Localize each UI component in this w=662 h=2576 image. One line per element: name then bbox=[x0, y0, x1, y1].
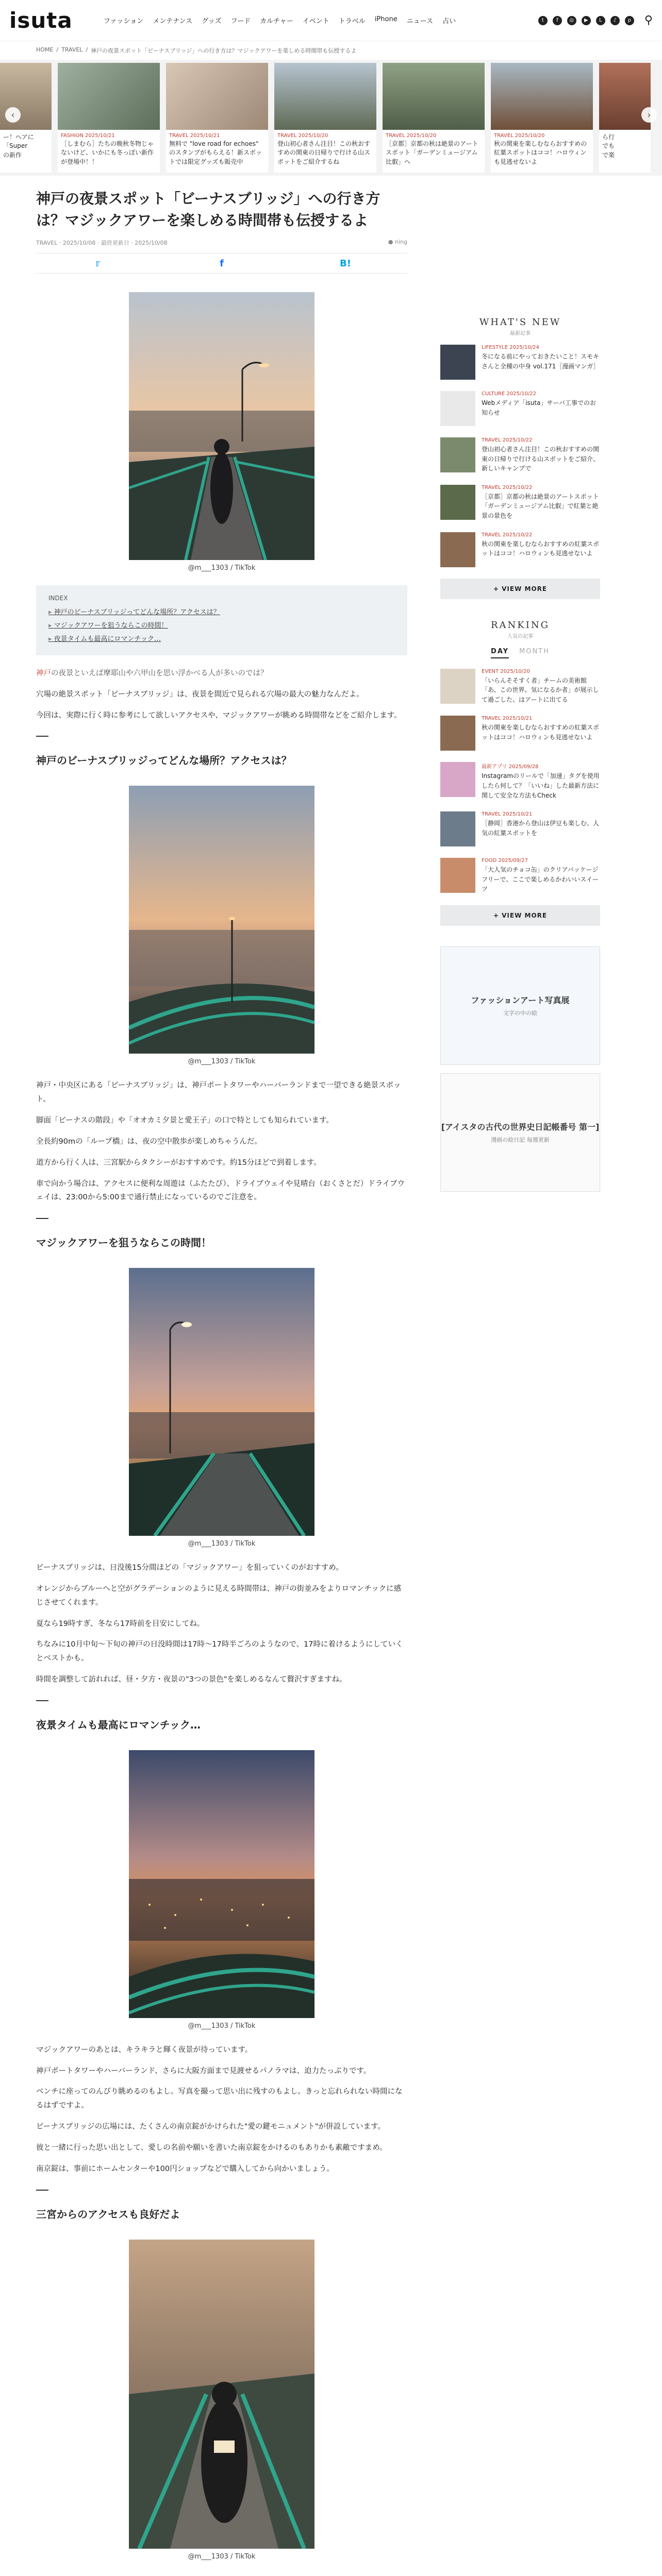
sidebar-article[interactable] bbox=[440, 345, 600, 380]
carousel-card-title: ［京都］京都の秋は絶景のアートスポット「ガーデンミュージアム比叡」へ bbox=[386, 140, 478, 165]
sidebar-thumbnail bbox=[440, 716, 475, 751]
sidebar-article-title: Webメディア「isuta」サーバ工事でのお知らせ bbox=[482, 399, 596, 416]
body-paragraph: 神戸・中央区にある「ビーナスブリッジ」は、神戸ポートタワーやハーバーランドまで一望できる絶景スポット。 bbox=[36, 1081, 401, 1104]
body-paragraph: 時間を調整して訪れれば、昼・夕方・夜景の"3つの景色"を楽しめるなんて贅沢すぎますね。 bbox=[36, 1675, 347, 1684]
facebook-icon[interactable]: f bbox=[553, 16, 562, 25]
intro-paragraph bbox=[36, 667, 407, 681]
body-paragraph bbox=[36, 2574, 407, 2576]
nav-item-news[interactable]: ニュース bbox=[406, 18, 434, 25]
ranking-article[interactable] bbox=[440, 669, 600, 705]
tab-month[interactable]: MONTH bbox=[519, 647, 550, 655]
section-heading: 神戸のビーナスブリッジってどんな場所？アクセスは？ bbox=[36, 754, 292, 767]
carousel-next-arrow-icon[interactable]: › bbox=[641, 107, 657, 123]
photo-caption: @m___1303 / TikTok bbox=[188, 564, 256, 572]
body-paragraph: 南京錠は、事前にホームセンターや100円ショップなどで購入してから向かいましょう。 bbox=[36, 2164, 334, 2173]
sidebar-article-category: LIFESTYLE 2025/10/24 bbox=[482, 345, 539, 350]
photo-caption: @m___1303 / TikTok bbox=[188, 2022, 256, 2030]
banner-title: [アイスタの古代の世界史日記帳番号 第一] bbox=[441, 1122, 600, 1132]
twitter-icon[interactable]: t bbox=[538, 16, 548, 25]
body-paragraph: 神戸ポートタワーやハーバーランド、さらに大阪方面まで見渡せるパノラマは、迫力たっぷりです。 bbox=[36, 2066, 371, 2075]
toc-item[interactable]: ▸ マジックアワーを狙うならこの時間！ bbox=[48, 619, 395, 633]
youtube-icon[interactable]: ▶ bbox=[582, 16, 591, 25]
tab-day[interactable]: DAY bbox=[491, 648, 509, 658]
intro-paragraph: 穴場の絶景スポット「ビーナスブリッジ」は、夜景を間近で見られる穴場の最大の魅力なんだよ。 bbox=[36, 690, 364, 699]
article-title: 神戸の夜景スポット「ビーナスブリッジ」への行き方は？マジックアワーを楽しめる時間帯も伝授するよ bbox=[36, 190, 380, 229]
carousel-prev-arrow-icon[interactable]: ‹ bbox=[5, 107, 21, 123]
ranking-heading bbox=[440, 620, 600, 639]
sidebar-article[interactable] bbox=[440, 485, 600, 521]
carousel-card-title: 無料で "love road for echoes" のスタンプがもらえる！新スポットでは限定グッズも販売中 bbox=[169, 140, 262, 165]
facebook-share-icon[interactable]: f bbox=[220, 258, 224, 269]
sidebar-article-category: 最新アプリ 2025/09/28 bbox=[482, 764, 539, 770]
sidebar-article-category: TRAVEL 2025/10/22 bbox=[482, 532, 533, 538]
carousel-card-title: 秋の関東を楽しむならおすすめの紅葉スポットはココ！ハロウィンも見逃せないよ bbox=[494, 140, 587, 165]
nav-item-maintenance[interactable]: メンテナンス bbox=[153, 18, 193, 25]
view-more-button[interactable]: + VIEW MORE bbox=[440, 905, 600, 926]
photo-caption: @m___1303 / TikTok bbox=[188, 1058, 256, 1066]
sidebar-thumbnail bbox=[440, 762, 475, 797]
pinterest-icon[interactable]: p bbox=[625, 16, 634, 25]
carousel-card-title: ら行 でも で楽 bbox=[602, 133, 615, 159]
sidebar-article-category: FOOD 2025/09/27 bbox=[482, 858, 528, 864]
ranking-subtitle: 人気の記事 bbox=[507, 633, 533, 639]
toc-item[interactable]: ▸ 神戸のビーナスブリッジってどんな場所？アクセスは？ bbox=[48, 606, 395, 619]
social-links bbox=[538, 16, 634, 25]
carousel-card-title: 登山初心者さん注目！この秋おすすめの関東の日帰りで行ける山スポットをご紹介するね bbox=[277, 140, 371, 165]
breadcrumb-separator: / bbox=[56, 46, 59, 53]
section-divider bbox=[36, 1218, 48, 1219]
sidebar-article-category: CULTURE 2025/10/22 bbox=[482, 391, 537, 397]
carousel-thumbnail bbox=[491, 63, 593, 130]
ranking-article[interactable] bbox=[440, 811, 600, 846]
ranking-title: RANKING bbox=[491, 619, 550, 631]
nav-item-travel[interactable]: トラベル bbox=[338, 18, 366, 25]
sidebar bbox=[440, 188, 600, 2576]
body-paragraph: ちなみに10月中旬〜下旬の神戸の日没時間は17時〜17時半ごろのようなので、17時に着けるようにしていくとベストかも。 bbox=[36, 1640, 403, 1663]
carousel-card[interactable] bbox=[166, 63, 268, 173]
instagram-icon[interactable]: ◎ bbox=[567, 16, 576, 25]
carousel-card[interactable] bbox=[383, 63, 485, 173]
breadcrumb bbox=[0, 41, 662, 60]
author-avatar-icon: ● bbox=[388, 239, 395, 245]
body-paragraph: 車で向かう場合は、アクセスに便利な周遊は（ふたたび）、ドライブウェイや見晴台（おくさとだ）ドライブウェイは、23:00から5:00まで通行禁止になっているのでご注意を。 bbox=[36, 1179, 405, 1202]
featured-carousel bbox=[0, 60, 662, 176]
view-more-button[interactable]: + VIEW MORE bbox=[440, 579, 600, 599]
section-heading: 夜景タイムも最高にロマンチック… bbox=[36, 1718, 201, 1731]
photo-caption: @m___1303 / TikTok bbox=[188, 1540, 256, 1548]
article-date: TRAVEL · 2025/10/08 · 最終更新日 · 2025/10/08 bbox=[36, 240, 168, 246]
section-heading: 三宮からのアクセスも良好だよ bbox=[36, 2208, 180, 2221]
site-logo[interactable]: isuta bbox=[9, 8, 73, 33]
sidebar-article-category: TRAVEL 2025/10/21 bbox=[482, 716, 533, 722]
carousel-thumbnail bbox=[383, 63, 485, 130]
body-paragraph: 脚面「ビーナスの階段」や「オオカミ夕景と愛王子」の口で特としても知られています。 bbox=[36, 1116, 334, 1125]
body-paragraph: 夏なら19時すぎ、冬なら17時前を目安にしてね。 bbox=[36, 1619, 205, 1628]
section-divider bbox=[36, 736, 48, 737]
intro-highlight[interactable]: 神戸 bbox=[36, 669, 51, 677]
sidebar-article-title: ［京都］京都の秋は絶景のアートスポット「ガーデンミュージアム比叡」で紅葉と絶景の景色を bbox=[482, 493, 599, 519]
carousel-card-meta: TRAVEL 2025/10/21 bbox=[169, 133, 220, 139]
section-heading: マジックアワーを狙うならこの時間！ bbox=[36, 1236, 211, 1249]
carousel-card-meta: TRAVEL 2025/10/20 bbox=[494, 133, 545, 139]
sidebar-article-category: TRAVEL 2025/10/22 bbox=[482, 484, 533, 490]
tiktok-icon[interactable]: ♪ bbox=[610, 16, 620, 25]
nav-item-event[interactable]: イベント bbox=[302, 18, 329, 25]
sidebar-article-title: 秋の関東を楽しむならおすすめの紅葉スポットはココ！ハロウィンも見逃せないよ bbox=[482, 724, 600, 741]
article-author[interactable] bbox=[388, 239, 407, 247]
carousel-thumbnail bbox=[274, 63, 376, 130]
article bbox=[36, 188, 407, 2576]
search-icon[interactable]: ⚲ bbox=[644, 14, 653, 27]
sidebar-article-title: 登山初心者さん注目！この秋おすすめの関東の日帰りで行ける山スポットをご紹介、新しいキャンプで bbox=[482, 446, 600, 472]
twitter-share-icon[interactable]: 𝕣 bbox=[95, 258, 101, 269]
body-paragraph: オレンジからブルーへと空がグラデーションのように見える時間帯は、神戸の街並みをよりロマンチックに感じさせてくれます。 bbox=[36, 1584, 402, 1607]
sidebar-article-title: Instagramのリールで「加速」タグを使用したら何して？「いいね」した最新方法に関して安全な方法もCheck bbox=[482, 772, 600, 799]
body-paragraph: 全長約90mの「ループ橋」は、夜の空中散歩が楽しめちゃうんだ。 bbox=[36, 1137, 262, 1146]
line-icon[interactable]: L bbox=[596, 16, 605, 25]
sidebar-article[interactable] bbox=[440, 391, 600, 426]
sidebar-thumbnail bbox=[440, 437, 475, 472]
carousel-card-meta: TRAVEL 2025/10/20 bbox=[277, 133, 328, 139]
sidebar-article-title: 冬になる前にやっておきたいこと！スモキさんと全種の中身 vol.171［漫画マンガ］ bbox=[482, 353, 600, 370]
hatena-share-icon[interactable]: B! bbox=[340, 258, 351, 269]
nav-item-fortune[interactable]: 占い bbox=[442, 18, 456, 25]
body-paragraph: ベンチに座ってのんびり眺めるのもよし。写真を撮って思い出に残すのもよし。きっと忘れられない時間になるはずですよ。 bbox=[36, 2088, 403, 2110]
intro-text: の夜景といえば摩耶山や六甲山を思い浮かべる人が多いのでは？ bbox=[51, 669, 268, 677]
breadcrumb-separator: / bbox=[86, 46, 88, 53]
article-photo-3 bbox=[129, 1268, 315, 1536]
carousel-card-meta: FASHION 2025/10/21 bbox=[61, 133, 115, 139]
carousel-card-title: ［しまむら］たちの晩秋冬物じゃないけど、いかにも冬っぽい新作が登場中！！ bbox=[61, 140, 154, 165]
sidebar-article-category: TRAVEL 2025/10/21 bbox=[482, 811, 533, 818]
ranking-article[interactable] bbox=[440, 716, 600, 751]
sidebar-article-title: 「いらんそそすく者」チームの美術館「あ、この世界、気になるか者」が展示して過ごした、はアートに出てる bbox=[482, 676, 599, 703]
ranking-tabs bbox=[440, 648, 600, 658]
intro-paragraph: 今回は、実際に行く時に参考にして欲しいアクセスや、マジックアワーが眺める時間帯などをご紹介します。 bbox=[36, 711, 402, 720]
nav-item-culture[interactable]: カルチャー bbox=[260, 18, 293, 25]
breadcrumb-current: 神戸の夜景スポット「ビーナスブリッジ」への行き方は？マジックアワーを楽しめる時間帯も伝授するよ bbox=[91, 47, 357, 54]
breadcrumb-travel[interactable]: TRAVEL bbox=[61, 46, 83, 53]
ranking-article[interactable] bbox=[440, 762, 600, 800]
banner-subtitle: 文字の中の絵 bbox=[503, 1010, 537, 1017]
banner-subtitle: 漫画の絵日記 毎週更新 bbox=[491, 1137, 550, 1144]
whats-new-title: WHAT'S NEW bbox=[479, 317, 561, 328]
body-paragraph: マジックアワーのあとは、キラキラと輝く夜景が待っています。 bbox=[36, 2045, 253, 2054]
toc-item[interactable]: ▸ 夜景タイムも最高にロマンチック… bbox=[48, 633, 395, 646]
carousel-card[interactable] bbox=[274, 63, 376, 173]
sidebar-thumbnail bbox=[440, 345, 475, 380]
sidebar-spacer bbox=[440, 188, 600, 317]
carousel-card[interactable] bbox=[491, 63, 593, 173]
sidebar-thumbnail bbox=[440, 532, 475, 567]
body-paragraph: 彼と一緒に行った思い出として、愛しの名前や願いを書いた南京錠をかけるのもありかも素敵ですまめ。 bbox=[36, 2143, 387, 2152]
promo-banner[interactable] bbox=[440, 946, 600, 1065]
nav-item-goods[interactable]: グッズ bbox=[202, 18, 222, 25]
share-bar bbox=[36, 253, 407, 274]
nav-item-fashion[interactable]: ファッション bbox=[103, 18, 144, 25]
ranking-article[interactable] bbox=[440, 858, 600, 894]
article-photo-1 bbox=[129, 292, 315, 560]
sidebar-thumbnail bbox=[440, 811, 475, 846]
carousel-card-meta: TRAVEL 2025/10/20 bbox=[386, 133, 437, 139]
section-divider bbox=[36, 1700, 48, 1701]
sidebar-article-category: TRAVEL 2025/10/22 bbox=[482, 437, 533, 443]
sidebar-thumbnail bbox=[440, 485, 475, 520]
sidebar-article-title: 「大人気のチョコ缶」のクリアパッケージフリーで、ここで楽しめるかわいいスイーツ bbox=[482, 866, 599, 893]
whats-new-subtitle: 最新記事 bbox=[510, 331, 531, 336]
sidebar-article[interactable] bbox=[440, 532, 600, 567]
nav-item-iphone[interactable]: iPhone bbox=[374, 15, 398, 23]
whats-new-heading bbox=[440, 317, 600, 336]
sidebar-article-category: EVENT 2025/10/20 bbox=[482, 668, 530, 674]
article-meta bbox=[36, 239, 407, 247]
sidebar-thumbnail bbox=[440, 391, 475, 426]
photo-caption: @m___1303 / TikTok bbox=[188, 2552, 256, 2561]
body-paragraph: 道方から行く人は、三宮駅からタクシーがおすすめです。約15分ほどで到着します。 bbox=[36, 1158, 321, 1167]
sidebar-thumbnail bbox=[440, 669, 475, 704]
promo-banner[interactable] bbox=[440, 1073, 600, 1192]
carousel-card[interactable] bbox=[58, 63, 160, 173]
main-nav bbox=[104, 15, 538, 25]
banner-title: ファッションアート写真展 bbox=[471, 995, 570, 1006]
sidebar-article-title: ［静岡］香港から登山は伊豆も楽しむ、人気の紅葉スポットを bbox=[482, 820, 600, 837]
breadcrumb-home[interactable]: HOME bbox=[36, 46, 54, 53]
article-photo-2 bbox=[129, 786, 315, 1054]
table-of-contents bbox=[36, 585, 407, 655]
body-paragraph: ビーナスブリッジは、日没後15分間ほどの「マジックアワー」を狙っていくのがおすすめ。 bbox=[36, 1564, 343, 1572]
carousel-card-title: ー！ヘアに 「Super の新作 bbox=[3, 133, 34, 159]
carousel-thumbnail bbox=[166, 63, 268, 130]
sidebar-thumbnail bbox=[440, 858, 475, 893]
sidebar-article-title: 秋の関東を楽しむならおすすめの紅葉スポットはココ！ハロウィンも見逃せないよ bbox=[482, 540, 600, 557]
section-divider bbox=[36, 2190, 48, 2191]
carousel-thumbnail bbox=[58, 63, 160, 130]
site-header bbox=[0, 0, 662, 41]
toc-label: INDEX bbox=[48, 595, 68, 602]
article-photo-4 bbox=[129, 1750, 315, 2018]
sidebar-article[interactable] bbox=[440, 437, 600, 473]
article-photo-5 bbox=[129, 2240, 315, 2549]
body-paragraph: ビーナスブリッジの広場には、たくさんの南京錠がかけられた"愛の鍵モニュメント"が併設しています。 bbox=[36, 2123, 385, 2131]
nav-item-food[interactable]: フード bbox=[230, 18, 251, 25]
author-name: ning bbox=[395, 239, 407, 245]
